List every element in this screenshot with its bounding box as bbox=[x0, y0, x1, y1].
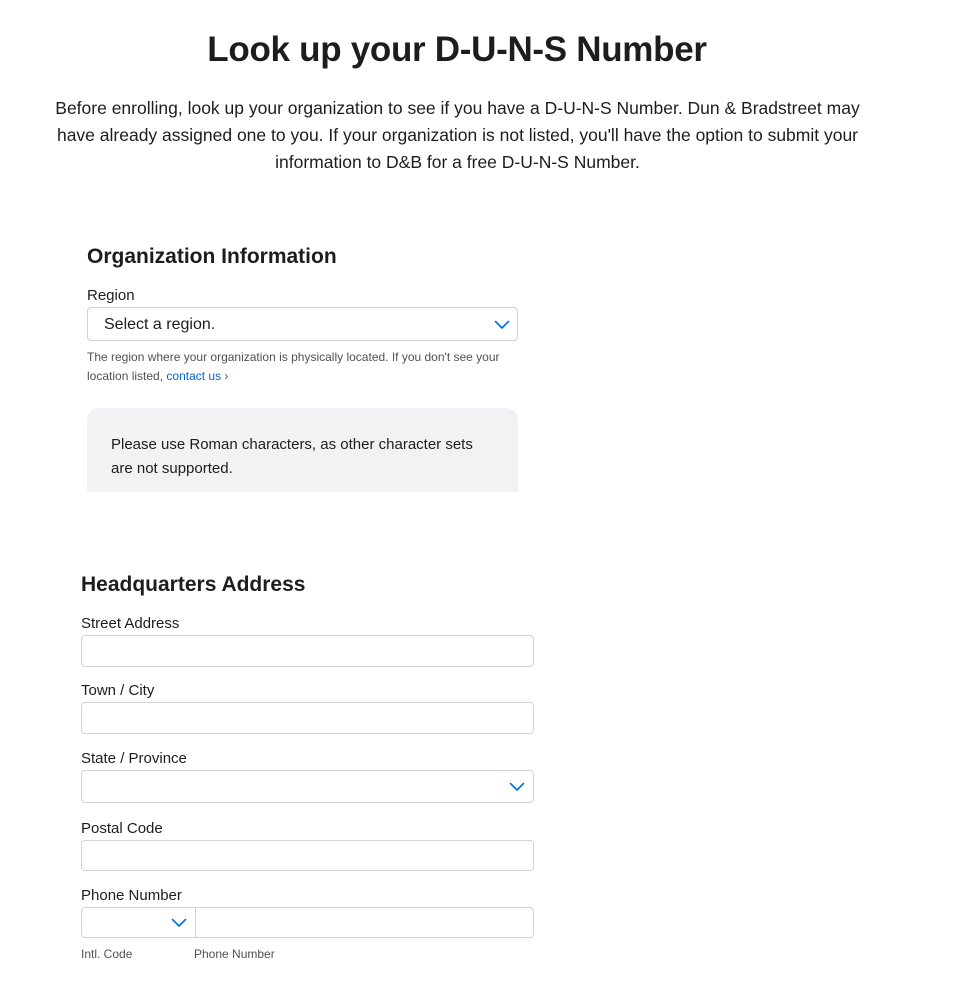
contact-us-link[interactable]: contact us › bbox=[166, 369, 229, 383]
region-select[interactable] bbox=[87, 307, 518, 341]
intro-text: Before enrolling, look up your organization to see if you have a D-U-N-S Number. Dun & Bradstreet may have already assigned one to you. If your organization is not listed, you'll have the option to submit your information to D&B for a free D-U-N-S Number. bbox=[55, 98, 860, 172]
postal-code-input[interactable] bbox=[81, 840, 534, 871]
region-help-text bbox=[87, 348, 517, 386]
phone-number-label: Phone Number bbox=[81, 887, 182, 904]
page-title: Look up your D-U-N-S Number bbox=[207, 30, 707, 69]
region-help-copy: The region where your organization is physically located. If you don't see your location listed, bbox=[87, 350, 500, 383]
postal-code-label: Postal Code bbox=[81, 820, 163, 837]
town-city-input[interactable] bbox=[81, 702, 534, 734]
notice-text: Please use Roman characters, as other character sets are not supported. bbox=[111, 436, 473, 477]
intl-code-sublabel: Intl. Code bbox=[81, 947, 133, 961]
intl-code-select[interactable] bbox=[82, 908, 195, 937]
phone-number-input[interactable] bbox=[196, 908, 532, 937]
region-label: Region bbox=[87, 287, 135, 304]
state-province-select[interactable] bbox=[81, 770, 534, 803]
chevron-down-icon bbox=[509, 782, 525, 792]
chevron-down-icon bbox=[171, 918, 187, 928]
phone-number-group bbox=[81, 907, 534, 938]
street-address-label: Street Address bbox=[81, 615, 180, 632]
headquarters-section-title: Headquarters Address bbox=[81, 573, 306, 596]
phone-number-sublabel: Phone Number bbox=[194, 947, 275, 961]
region-select-value: Select a region. bbox=[104, 316, 216, 333]
organization-section-title: Organization Information bbox=[87, 245, 337, 268]
state-province-label: State / Province bbox=[81, 750, 187, 767]
street-address-input[interactable] bbox=[81, 635, 534, 667]
chevron-down-icon bbox=[494, 320, 510, 330]
roman-characters-notice bbox=[87, 408, 518, 492]
town-city-label: Town / City bbox=[81, 682, 155, 699]
